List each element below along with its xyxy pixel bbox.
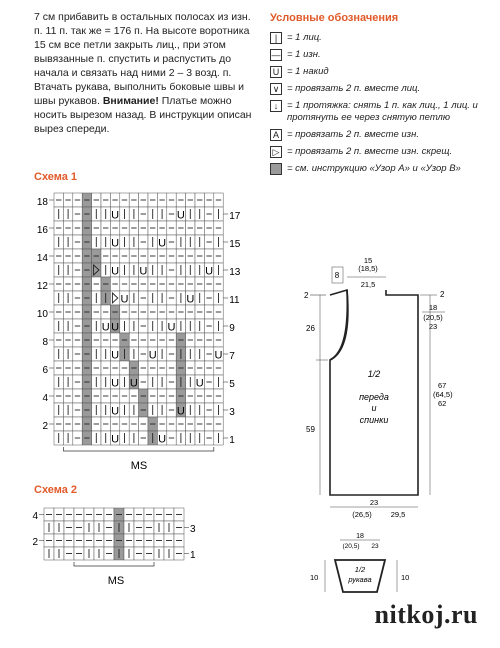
shoulder-left: 2 <box>304 291 309 300</box>
yarn-over-mark: U <box>111 349 120 362</box>
sleeve-top-width-3: 23 <box>371 543 379 550</box>
yarn-over-mark: U <box>214 349 223 362</box>
yarn-over-mark: U <box>111 209 120 222</box>
legend-item-p2tog: A = провязать 2 п. вместе изн. <box>270 129 485 141</box>
gray-cell-icon <box>270 163 282 175</box>
piece-label-1: 1/2 <box>367 369 381 379</box>
knit-stitch-icon: | <box>270 32 282 44</box>
sleeve-schematic <box>305 530 415 600</box>
legend-item-knit: | = 1 лиц. <box>270 32 485 44</box>
yarn-over-mark: U <box>176 405 185 418</box>
ms-bracket <box>74 562 154 566</box>
armhole-width-3: 23 <box>428 322 438 331</box>
instruction-text <box>34 10 256 136</box>
armhole-width-1: 18 <box>428 303 438 312</box>
instruction-paragraph <box>34 10 256 136</box>
yarn-over-mark: U <box>111 377 120 390</box>
instruction-part-1: 7 см прибавить в остальных полосах из изн. п. 11 п. так же = 176 п. На высоте воротника 15 см все петли закрыть лиц., при этом вывязанные п. спустить и распустить до начала и связать над ними 2 – 3 возд. п. Втачать рукава, выполнить боковые швы и швы рукавов. <box>34 11 251 107</box>
yarn-over-mark: U <box>186 293 195 306</box>
yarn-over-mark: U <box>111 321 120 334</box>
body-height: 59 <box>306 425 315 434</box>
neck-curve <box>330 290 347 360</box>
body-schematic <box>290 255 490 520</box>
row-label-left: 12 <box>36 281 48 292</box>
yarn-over-mark: U <box>158 237 167 250</box>
top-width: 15 <box>363 256 373 265</box>
total-height-3: 62 <box>438 399 447 408</box>
yarn-over-mark: U <box>205 265 214 278</box>
bottom-width-2: (26,5) <box>352 510 372 519</box>
site-watermark: nitkoj.ru <box>374 600 478 629</box>
yarn-over-mark: U <box>111 237 120 250</box>
warning-label: Внимание! <box>102 95 159 107</box>
purl-stitch-icon: — <box>271 50 281 60</box>
top-width-alt: (18,5) <box>358 264 378 273</box>
shoulder-right: 2 <box>440 290 445 299</box>
legend-item-k2tog: ∨ = провязать 2 п. вместе лиц. <box>270 83 485 95</box>
sleeve-label-2: рукава <box>348 575 372 584</box>
legend-item-p2tog-tbl: ▷ = провязать 2 п. вместе изн. скрещ. <box>270 146 485 158</box>
row-label-left: 18 <box>36 197 48 208</box>
bottom-width-1: 23 <box>369 498 379 507</box>
row-label-right: 3 <box>190 524 196 535</box>
p2tog-icon: A <box>270 129 282 141</box>
sleeve-label-1: 1/2 <box>354 565 366 574</box>
total-height-2: (64,5) <box>433 390 453 399</box>
instruction-part-2: Платье можно носить вырезом назад. В инструкции описан вырез спереди. <box>34 95 252 135</box>
top-width-alt2: 21,5 <box>360 280 376 289</box>
scheme1-chart <box>24 185 254 475</box>
row-label-left: 8 <box>42 337 48 348</box>
yarn-over-mark: U <box>148 349 157 362</box>
sleeve-height-left: 10 <box>310 573 319 582</box>
yarn-over-mark: U <box>111 433 120 446</box>
neck-side-width: 8 <box>334 271 340 280</box>
p2tog-crossed-icon: ▷ <box>270 146 282 158</box>
row-label-right: 3 <box>229 407 235 418</box>
yarn-over-icon: U <box>270 66 282 78</box>
yarn-over-mark: U <box>195 377 204 390</box>
row-label-right: 17 <box>229 211 241 222</box>
legend-item-purl: — = 1 изн. <box>271 49 321 60</box>
row-label-left: 4 <box>32 511 38 522</box>
yarn-over-mark: U <box>167 321 176 334</box>
total-height-1: 67 <box>438 381 447 390</box>
armhole-width-2: (20,5) <box>423 313 443 322</box>
piece-label-4: спинки <box>359 415 389 425</box>
row-label-left: 2 <box>32 537 38 548</box>
scheme2-title: Схема 2 <box>34 484 78 496</box>
yarn-over-mark: U <box>158 433 167 446</box>
ms-bracket <box>63 447 213 451</box>
yarn-over-mark: U <box>111 405 120 418</box>
scheme2-chart <box>24 500 204 592</box>
yarn-over-mark: U <box>129 377 138 390</box>
row-label-right: 13 <box>229 267 241 278</box>
yarn-over-mark: U <box>101 321 110 334</box>
slip-knit-pass-icon: ↓ <box>270 100 282 112</box>
row-label-left: 6 <box>42 365 48 376</box>
row-label-right: 5 <box>229 379 235 390</box>
scheme1-grid <box>54 193 223 446</box>
bottom-width-3: 29,5 <box>390 510 406 519</box>
row-label-right: 15 <box>229 239 241 250</box>
legend-item-yarn-over: U = 1 накид <box>270 66 485 78</box>
sleeve-height-right: 10 <box>401 573 410 582</box>
row-label-left: 4 <box>42 393 48 404</box>
legend-title: Условные обозначения <box>270 12 399 24</box>
row-label-left: 10 <box>36 309 48 320</box>
yarn-over-mark: U <box>176 209 185 222</box>
row-label-right: 11 <box>229 295 240 306</box>
scheme1-ms-label: MS <box>130 460 148 472</box>
scheme1-title: Схема 1 <box>34 171 78 183</box>
row-label-right: 9 <box>229 323 235 334</box>
scheme2-grid <box>44 508 184 560</box>
row-label-right: 7 <box>229 351 235 362</box>
yarn-over-mark: U <box>120 293 129 306</box>
k2tog-icon: ∨ <box>270 83 282 95</box>
row-label-left: 2 <box>42 421 48 432</box>
legend-item-skp: ↓ = 1 протяжка: снять 1 п. как лиц., 1 лиц. и протянуть ее через снятую петлю <box>270 100 485 124</box>
row-label-right: 1 <box>229 435 235 446</box>
yarn-over-mark: U <box>111 265 120 278</box>
legend <box>270 12 485 180</box>
row-label-right: 1 <box>190 550 196 561</box>
armhole-height: 26 <box>306 324 315 333</box>
piece-label-3: и <box>371 403 377 413</box>
scheme2-ms-label: MS <box>107 575 125 587</box>
row-label-left: 16 <box>36 225 48 236</box>
yarn-over-mark: U <box>139 265 148 278</box>
legend-item-pattern-ref: = см. инструкцию «Узор А» и «Узор В» <box>270 163 485 175</box>
row-label-left: 14 <box>36 253 48 264</box>
sleeve-top-width-2: (20,5) <box>342 543 360 550</box>
piece-label-2: переда <box>359 392 389 402</box>
sleeve-top-width-1: 18 <box>356 533 364 540</box>
